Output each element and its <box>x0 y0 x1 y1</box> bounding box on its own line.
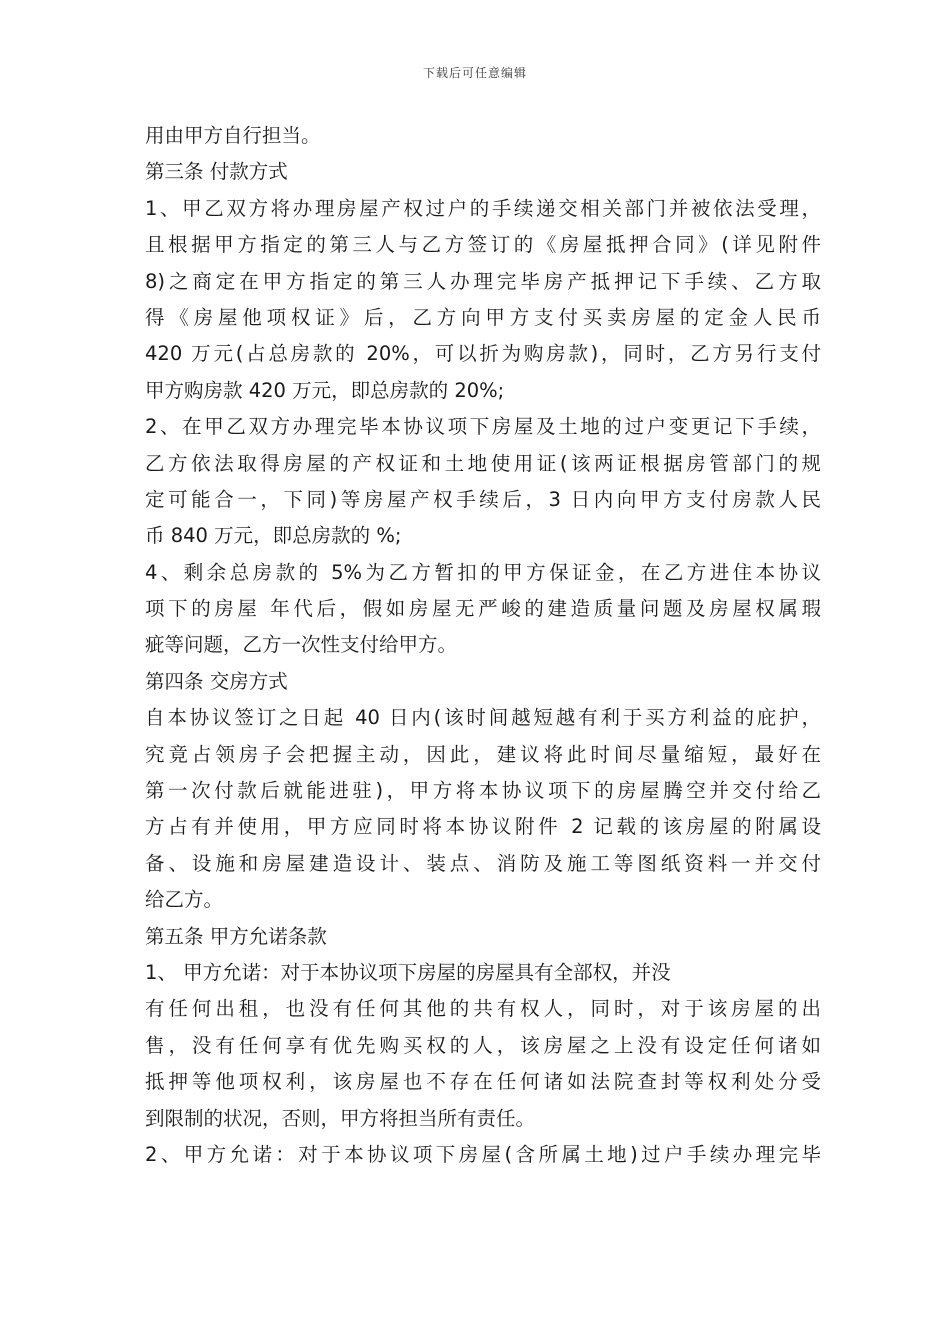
document-line: 给乙方。 <box>145 888 224 912</box>
document-line: 1、甲乙双方将办理房屋产权过户的手续递交相关部门并被依法受理， <box>145 196 821 220</box>
page-header: 下载后可任意编辑 <box>422 66 527 80</box>
document-line: 8)之商定在甲方指定的第三人办理完毕房产抵押记下手续、乙方取 <box>145 269 821 293</box>
document-line: 第三条 付款方式 <box>145 160 288 184</box>
document-line: 定可能合一，下同)等房屋产权手续后，3 日内向甲方支付房款人民 <box>145 487 821 511</box>
document-line: 2、在甲乙双方办理完毕本协议项下房屋及土地的过户变更记下手续， <box>145 415 821 439</box>
document-body <box>145 118 821 1173</box>
document-line: 用由甲方自行担当。 <box>145 124 321 147</box>
document-line: 币 840 万元，即总房款的 %; <box>145 524 402 548</box>
document-line: 得《房屋他项权证》后，乙方向甲方支付买卖房屋的定金人民币 <box>145 305 821 329</box>
document-line: 到限制的状况，否则，甲方将担当所有责任。 <box>145 1106 536 1130</box>
document-line: 疵等问题，乙方一次性支付给甲方。 <box>145 633 458 657</box>
document-line: 420 万元(占总房款的 20%，可以折为购房款)，同时，乙方另行支付 <box>145 342 821 366</box>
document-line: 第四条 交房方式 <box>145 669 288 693</box>
document-line: 第五条 甲方允诺条款 <box>145 924 327 948</box>
document-line: 售，没有任何享有优先购买权的人，该房屋之上没有设定任何诸如 <box>145 1033 821 1057</box>
document-line: 有任何出租，也没有任何其他的共有权人，同时，对于该房屋的出 <box>145 997 821 1021</box>
document-line: 第一次付款后就能进驻)，甲方将本协议项下的房屋腾空并交付给乙 <box>145 779 821 803</box>
document-line: 2、甲方允诺：对于本协议项下房屋(含所属土地)过户手续办理完毕 <box>145 1142 821 1166</box>
document-line: 且根据甲方指定的第三人与乙方签订的《房屋抵押合同》(详见附件 <box>145 233 821 257</box>
document-line: 乙方依法取得房屋的产权证和土地使用证(该两证根据房管部门的规 <box>145 451 821 475</box>
document-line: 方占有并使用，甲方应同时将本协议附件 2 记载的该房屋的附属设 <box>145 815 821 839</box>
document-line: 自本协议签订之日起 40 日内(该时间越短越有利于买方利益的庇护， <box>145 706 821 730</box>
document-line: 甲方购房款 420 万元，即总房款的 20%; <box>145 378 505 402</box>
document-line: 备、设施和房屋建造设计、装点、消防及施工等图纸资料一并交付 <box>145 851 821 875</box>
document-line: 抵押等他项权利，该房屋也不存在任何诸如法院查封等权利处分受 <box>145 1070 821 1094</box>
document-line: 4、剩余总房款的 5%为乙方暂扣的甲方保证金，在乙方进住本协议 <box>145 560 821 584</box>
document-line: 1、 甲方允诺：对于本协议项下房屋的房屋具有全部权，并没 <box>145 960 671 984</box>
document-line: 项下的房屋 年代后，假如房屋无严峻的建造质量问题及房屋权属瑕 <box>145 597 821 621</box>
document-line: 究竟占领房子会把握主动，因此，建议将此时间尽量缩短，最好在 <box>145 742 821 766</box>
